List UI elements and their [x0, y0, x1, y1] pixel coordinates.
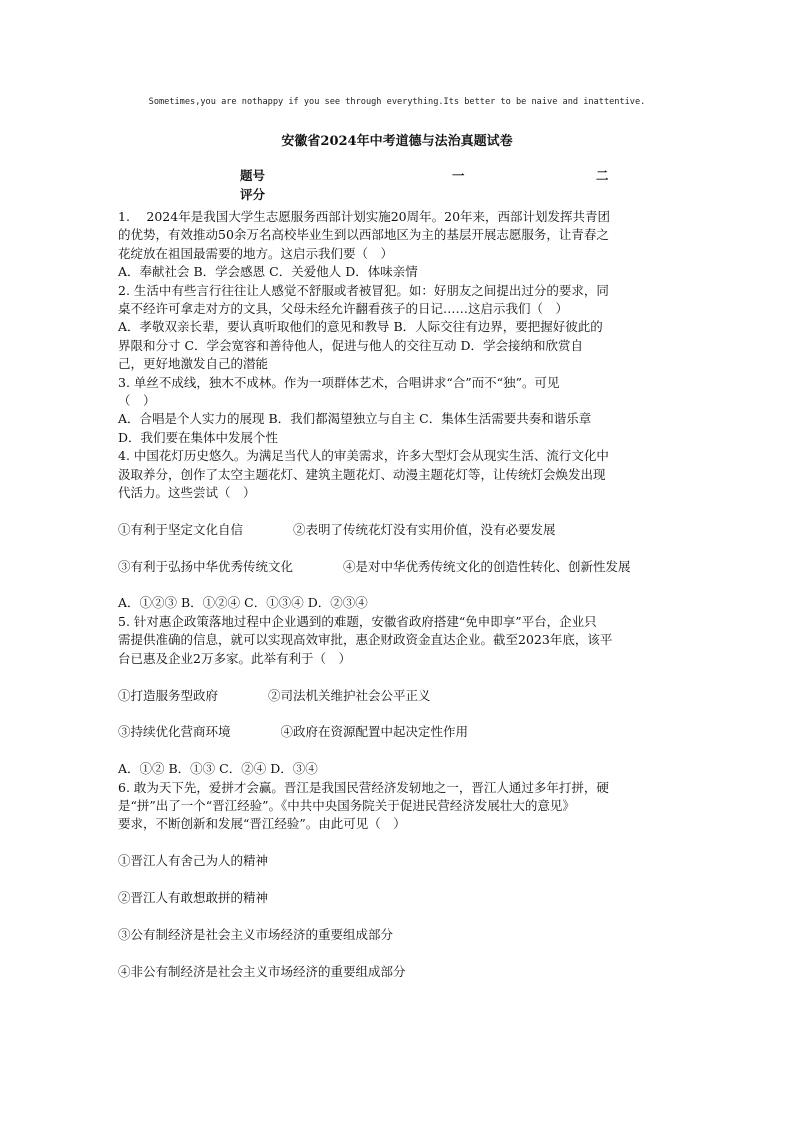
- score-table: [0, 166, 794, 202]
- question-stem-line: 的优势，有效推动50余万名高校毕业生到以西部地区为主的基层开展志愿服务，让青春之: [118, 227, 609, 243]
- question-stem-line: 汲取养分，创作了太空主题花灯、建筑主题花灯、动漫主题花灯等，让传统灯会焕发出现: [118, 466, 606, 482]
- questions-list: [118, 208, 678, 999]
- question-stem-line: 台已惠及企业2万多家。此举有利于（ ）: [118, 650, 351, 666]
- spacer: [118, 944, 678, 962]
- answer-options-line: A．①②③ B．①②④ C．①③④ D．②③④: [118, 595, 368, 611]
- question-3: [118, 374, 678, 448]
- spacer: [118, 742, 678, 760]
- question-stem-line: 3. 单丝不成线，独木不成林。作为一项群体艺术，合唱讲求“合”而不“独”。可见: [118, 374, 560, 390]
- spacer: [118, 907, 678, 925]
- answer-options-line: 界限和分寸 C．学会宽容和善待他人，促进与他人的交往互动 D．学会接纳和欣赏自: [118, 337, 584, 353]
- answer-options-line: 己，更好地激发自己的潜能: [118, 356, 269, 372]
- header-motto: Sometimes,you are nothappy if you see through everything.Its better to be naive and inattentive.: [148, 97, 646, 107]
- statement-item: ①有利于坚定文化自信 ②表明了传统花灯没有实用价值，没有必要发展: [118, 521, 556, 537]
- question-stem-line: 4. 中国花灯历史悠久。为满足当代人的审美需求，许多大型灯会从现实生活、流行文化中: [118, 448, 609, 464]
- statement-item: ③有利于弘扬中华优秀传统文化 ④是对中华优秀传统文化的创造性转化、创新性发展: [118, 558, 631, 574]
- spacer: [118, 503, 678, 521]
- score-table-column-1: 一: [452, 168, 465, 183]
- question-5: [118, 613, 678, 779]
- spacer: [118, 834, 678, 852]
- statement-item: ④非公有制经济是社会主义市场经济的重要组成部分: [118, 963, 406, 979]
- question-stem-line: 2. 生活中有些言行往往让人感觉不舒服或者被冒犯。如：好朋友之间提出过分的要求，同: [118, 282, 609, 298]
- question-2: [118, 282, 678, 374]
- question-6: [118, 779, 678, 1000]
- answer-options-line: A．奉献社会 B．学会感恩 C．关爱他人 D．体味亲情: [118, 264, 418, 280]
- score-table-column-2: 二: [596, 168, 609, 183]
- question-stem-line: 代活力。这些尝试（ ）: [118, 485, 256, 501]
- answer-options-line: A．合唱是个人实力的展现 B．我们都渴望独立与自主 C．集体生活需要共奏和谐乐章: [118, 411, 592, 427]
- question-1: [118, 208, 678, 282]
- spacer: [118, 668, 678, 686]
- statement-item: ③公有制经济是社会主义市场经济的重要组成部分: [118, 926, 394, 942]
- statement-item: ①打造服务型政府 ②司法机关维护社会公平正义: [118, 687, 431, 703]
- question-stem-line: 是“拼”出了一个“晋江经验”。《中共中央国务院关于促进民营经济发展壮大的意见》: [118, 797, 575, 813]
- answer-options-line: A．①② B．①③ C．②④ D．③④: [118, 761, 318, 777]
- answer-options-line: A．孝敬双亲长辈，要认真听取他们的意见和教导 B．人际交往有边界，要把握好彼此的: [118, 319, 603, 335]
- statement-item: ②晋江人有敢想敢拼的精神: [118, 889, 269, 905]
- question-stem-line: 6. 敢为天下先，爱拼才会赢。晋江是我国民营经济发轫地之一，晋江人通过多年打拼，硬: [118, 779, 609, 795]
- spacer: [118, 981, 678, 999]
- question-stem-line: 桌不经许可拿走对方的文具，父母未经允许翻看孩子的日记……这启示我们（ ）: [118, 301, 569, 317]
- question-4: [118, 447, 678, 613]
- spacer: [118, 705, 678, 723]
- statement-item: ①晋江人有舍己为人的精神: [118, 853, 269, 869]
- statement-item: ③持续优化营商环境 ④政府在资源配置中起决定性作用: [118, 724, 469, 740]
- question-stem-line: 5. 针对惠企政策落地过程中企业遇到的难题，安徽省政府搭建“免申即享”平台，企业只: [118, 613, 597, 629]
- spacer: [118, 576, 678, 594]
- question-stem-line: 需提供准确的信息，就可以实现高效审批，惠企财政资金直达企业。截至2023年底，该平: [118, 632, 613, 648]
- answer-options-line: D．我们要在集体中发展个性: [118, 429, 279, 445]
- question-stem-line: 花绽放在祖国最需要的地方。这启示我们要（ ）: [118, 245, 394, 261]
- question-stem-line: （ ）: [118, 393, 156, 409]
- question-stem-line: 1. 2024年是我国大学生志愿服务西部计划实施20周年。20年来，西部计划发挥共青团: [118, 209, 611, 224]
- score-table-score-label: 评分: [240, 187, 266, 202]
- score-table-header-label: 题号: [240, 168, 266, 183]
- spacer: [118, 539, 678, 557]
- spacer: [118, 871, 678, 889]
- question-stem-line: 要求，不断创新和发展“晋江经验”。由此可见（ ）: [118, 816, 406, 832]
- exam-title: 安徽省2024年中考道德与法治真题试卷: [281, 134, 513, 149]
